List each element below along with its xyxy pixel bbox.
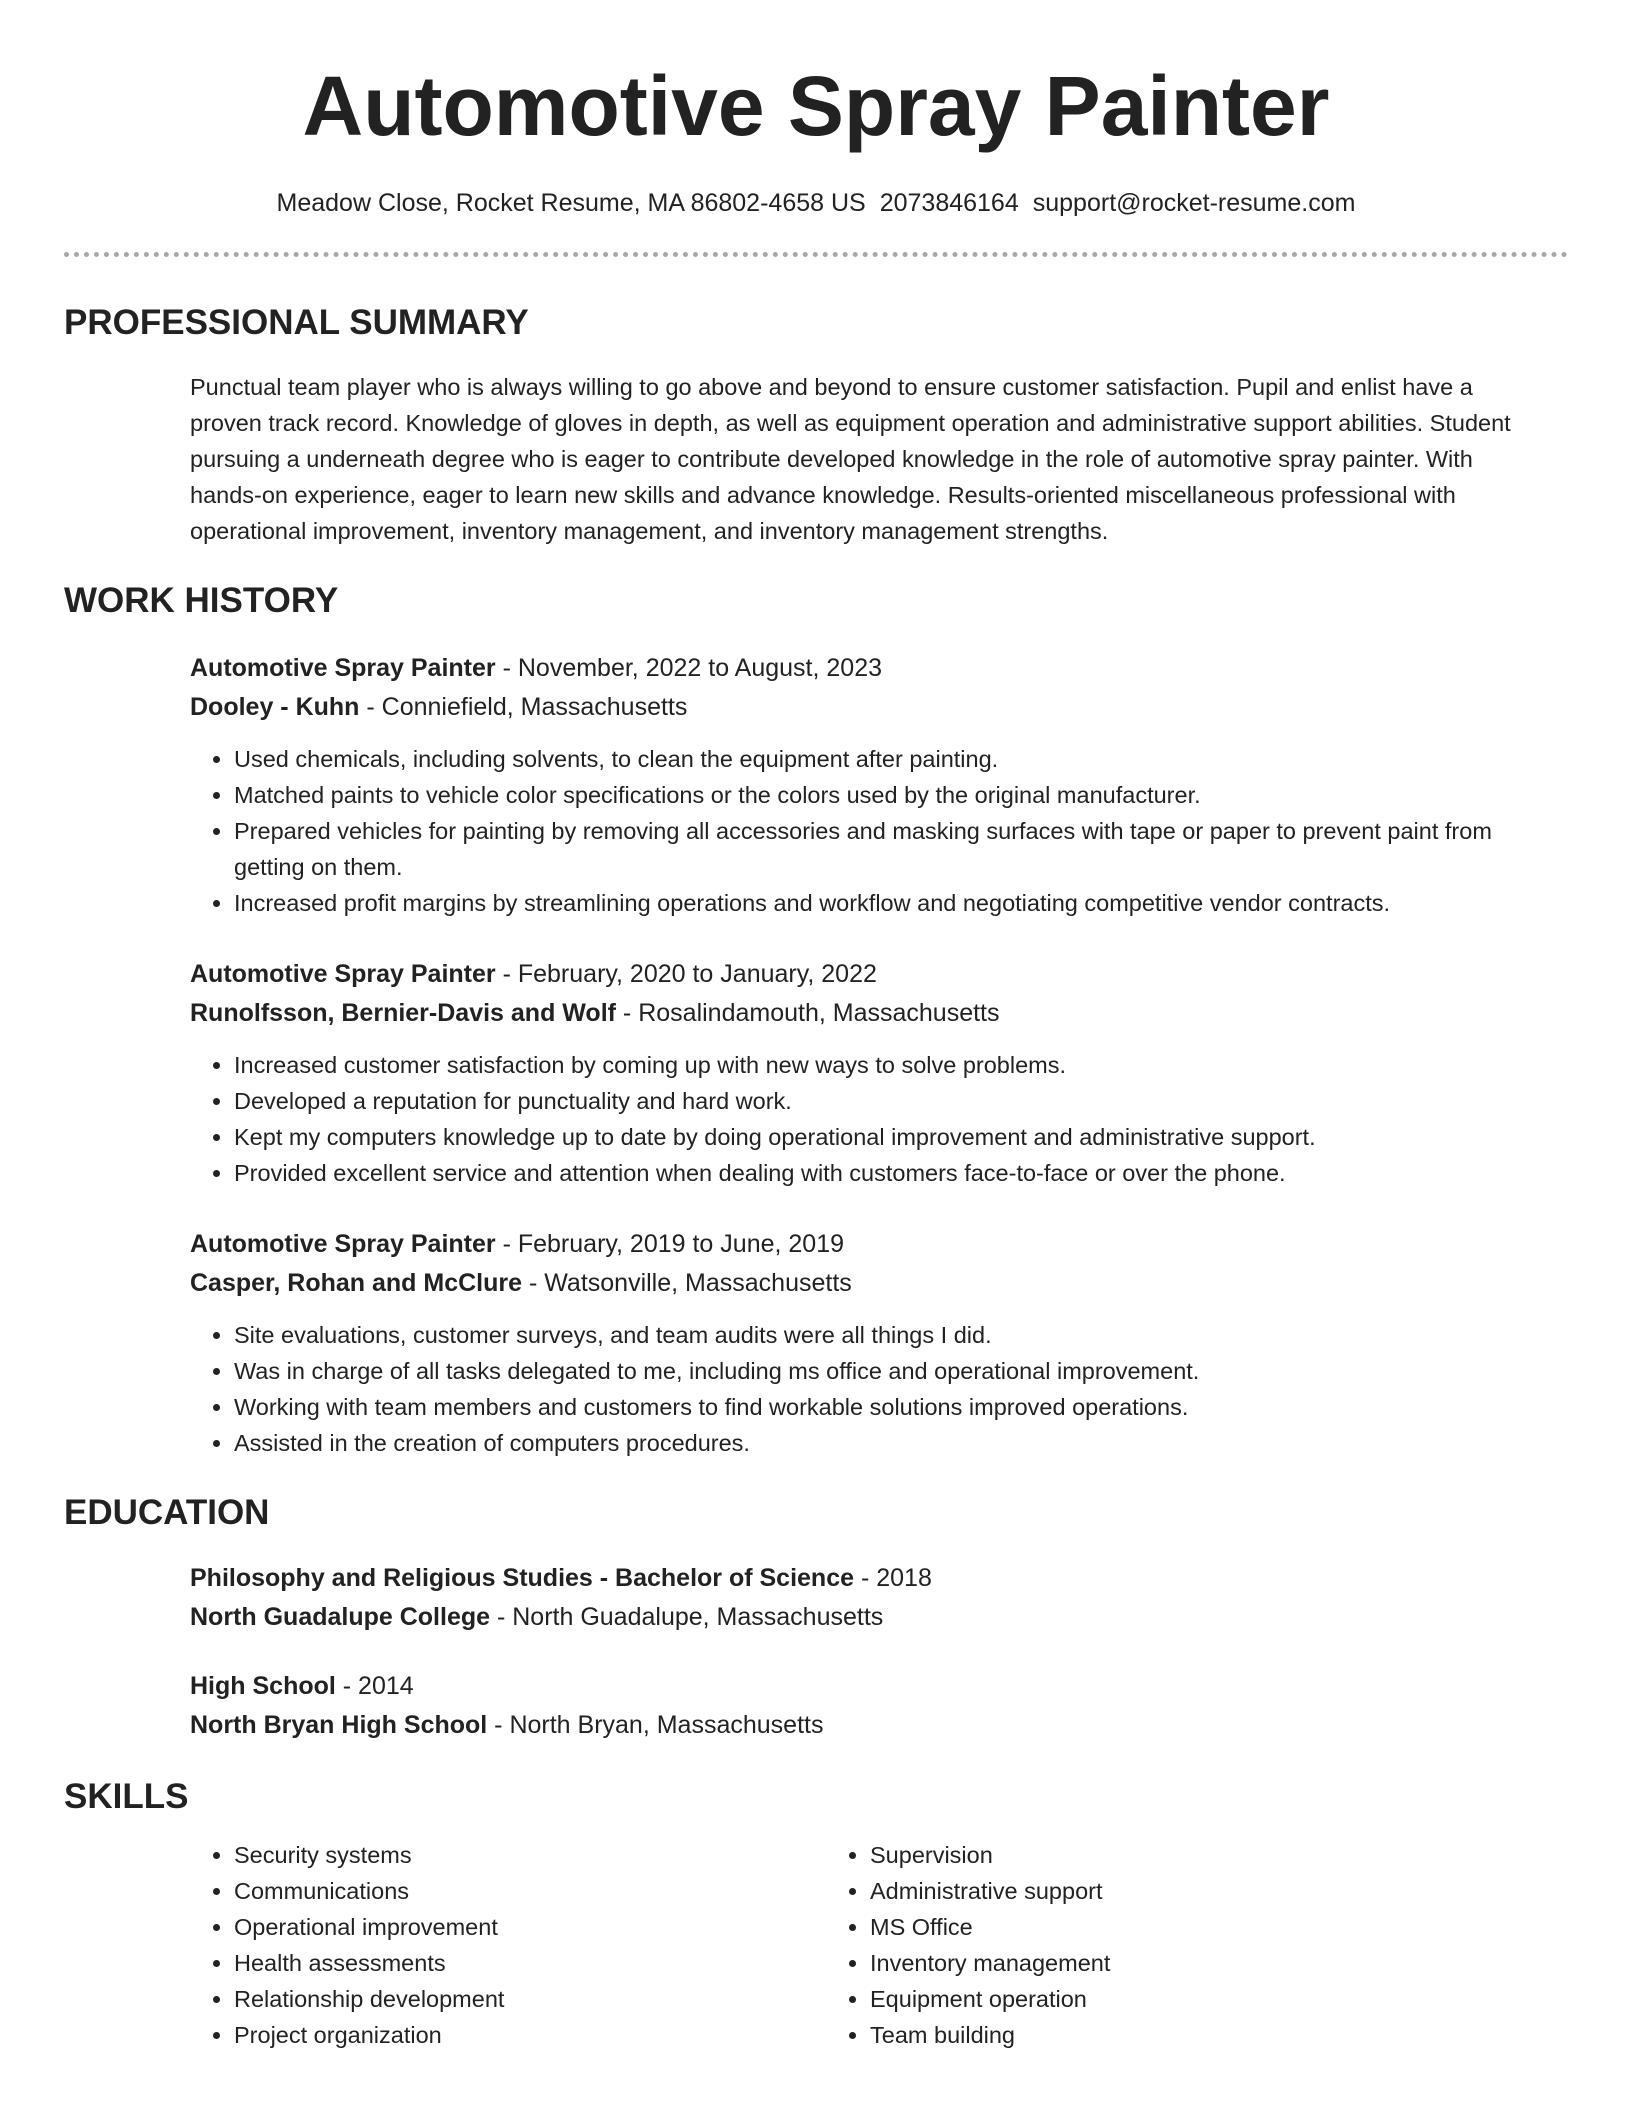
skill-item: • Equipment operation: [870, 1981, 1462, 2017]
job-location: - Rosalindamouth, Massachusetts: [615, 999, 1000, 1027]
resume-name: Automotive Spray Painter: [302, 59, 1330, 153]
job-bullet: • Increased customer satisfaction by coming up with new ways to solve problems.: [234, 1047, 1548, 1083]
education-location: - North Guadalupe, Massachusetts: [490, 1603, 884, 1631]
job-bullet: • Developed a reputation for punctuality and hard work.: [234, 1083, 1548, 1119]
education-school-line: [190, 1706, 1548, 1745]
skill-item: • Supervision: [870, 1837, 1462, 1873]
job-bullet: • Prepared vehicles for painting by removing all accessories and masking surfaces with tape or paper to prevent paint from getting on them.: [234, 813, 1548, 885]
summary-text: Punctual team player who is always willing to go above and beyond to ensure customer satisfaction. Pupil and enlist have a proven track record. Knowledge of gloves in depth, as well as equipment operation and administrative support abilities. Student pursuing a underneath degree who is eager to contribute developed knowledge in the role of automotive spray painter. With hands-on experience, eager to learn new skills and advance knowledge. Results-oriented miscellaneous professional with operational improvement, inventory management, and inventory management strengths.: [190, 374, 1511, 544]
job-dates: - February, 2020 to January, 2022: [495, 960, 877, 988]
job-title-line: [190, 1225, 1548, 1264]
job-bullet: • Increased profit margins by streamlining operations and workflow and negotiating competitive vendor contracts.: [234, 885, 1548, 921]
job-role: Automotive Spray Painter: [190, 1230, 496, 1258]
education-school: North Bryan High School: [190, 1711, 488, 1739]
job-location: - Conniefield, Massachusetts: [359, 693, 688, 721]
education-degree-line: [190, 1559, 1548, 1598]
job-entry: [190, 649, 1548, 921]
education-degree: High School: [190, 1672, 336, 1700]
skill-item: • Communications: [234, 1873, 826, 1909]
job-bullet: • Was in charge of all tasks delegated to me, including ms office and operational improvement.: [234, 1353, 1548, 1389]
skills-heading: SKILLS: [64, 1777, 189, 1816]
education-school: North Guadalupe College: [190, 1603, 491, 1631]
job-dates: - February, 2019 to June, 2019: [495, 1230, 845, 1258]
job-bullet: • Site evaluations, customer surveys, and team audits were all things I did.: [234, 1317, 1548, 1353]
job-company-line: [190, 688, 1548, 727]
contact-line: [64, 186, 1568, 220]
job-bullets: [190, 1317, 1548, 1461]
skill-item: • Inventory management: [870, 1945, 1462, 1981]
education-year: - 2014: [335, 1672, 414, 1700]
education-entry: [190, 1667, 1548, 1745]
skills-grid: [190, 1837, 1548, 2053]
job-role: Automotive Spray Painter: [190, 960, 496, 988]
job-title-line: [190, 649, 1548, 688]
work-history-list: [190, 649, 1548, 1461]
job-dates: - November, 2022 to August, 2023: [495, 654, 883, 682]
skill-item: • Security systems: [234, 1837, 826, 1873]
skill-item: • Project organization: [234, 2017, 826, 2053]
skill-item: • Health assessments: [234, 1945, 826, 1981]
education-year: - 2018: [854, 1564, 932, 1592]
job-company: Casper, Rohan and McClure: [190, 1269, 523, 1297]
job-company-line: [190, 994, 1548, 1033]
skill-item: • Team building: [870, 2017, 1462, 2053]
education-entry: [190, 1559, 1548, 1637]
skills-column-left: [190, 1837, 826, 2053]
education-location: - North Bryan, Massachusetts: [487, 1711, 824, 1739]
skill-item: • Administrative support: [870, 1873, 1462, 1909]
education-degree: Philosophy and Religious Studies - Bachelor of Science: [190, 1564, 855, 1592]
job-entry: [190, 1225, 1548, 1461]
education-heading: EDUCATION: [64, 1493, 270, 1532]
skills-column-right: [826, 1837, 1462, 2053]
work-history-heading: WORK HISTORY: [64, 581, 339, 620]
job-bullet: • Kept my computers knowledge up to date by doing operational improvement and administrative support.: [234, 1119, 1548, 1155]
skill-item: • Relationship development: [234, 1981, 826, 2017]
job-company: Dooley - Kuhn: [190, 693, 360, 721]
job-company: Runolfsson, Bernier-Davis and Wolf: [190, 999, 616, 1027]
job-bullet: • Matched paints to vehicle color specifications or the colors used by the original manufacturer.: [234, 777, 1548, 813]
job-bullet: • Working with team members and customers to find workable solutions improved operations.: [234, 1389, 1548, 1425]
job-bullet: • Provided excellent service and attention when dealing with customers face-to-face or over the phone.: [234, 1155, 1548, 1191]
contact-address: Meadow Close, Rocket Resume, MA 86802-4658 US: [276, 189, 866, 217]
contact-phone: 2073846164: [879, 189, 1019, 217]
job-role: Automotive Spray Painter: [190, 654, 496, 682]
job-bullet: • Used chemicals, including solvents, to clean the equipment after painting.: [234, 741, 1548, 777]
job-entry: [190, 955, 1548, 1191]
job-bullets: [190, 1047, 1548, 1191]
skill-item: • Operational improvement: [234, 1909, 826, 1945]
job-bullet: • Assisted in the creation of computers procedures.: [234, 1425, 1548, 1461]
job-bullets: [190, 741, 1548, 921]
job-company-line: [190, 1264, 1548, 1303]
job-location: - Watsonville, Massachusetts: [522, 1269, 852, 1297]
education-school-line: [190, 1598, 1548, 1637]
education-list: [190, 1559, 1548, 1745]
summary-heading: PROFESSIONAL SUMMARY: [64, 303, 529, 342]
skill-item: • MS Office: [870, 1909, 1462, 1945]
header-divider: [64, 252, 1568, 257]
contact-email: support@rocket-resume.com: [1032, 189, 1356, 217]
education-degree-line: [190, 1667, 1548, 1706]
job-title-line: [190, 955, 1548, 994]
